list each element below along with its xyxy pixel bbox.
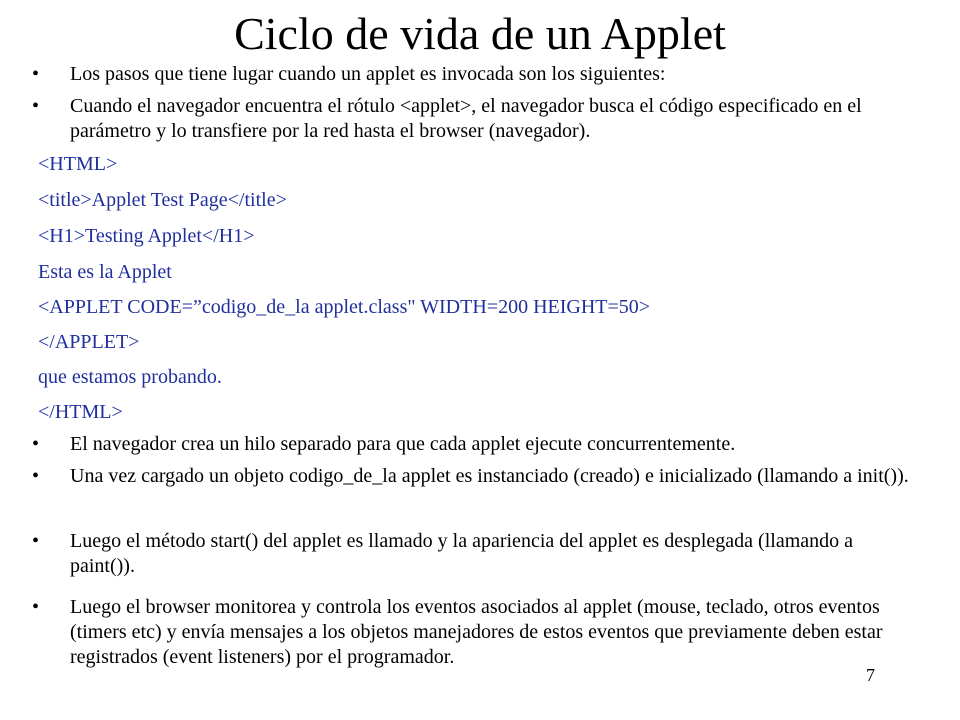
bullet-item: [32, 464, 912, 489]
bullet-text: El navegador crea un hilo separado para que cada applet ejecute concurrentemente.: [70, 433, 736, 455]
bullet-icon: •: [32, 530, 40, 552]
bullet-text: Luego el método start() del applet es llamado y la apariencia del applet es desplegada (llamando a paint()).: [70, 530, 854, 577]
code-line: <HTML>: [38, 153, 118, 175]
code-line: <H1>Testing Applet</H1>: [38, 225, 255, 247]
page-number: 7: [866, 665, 875, 685]
bullet-item: [32, 529, 912, 579]
bullet-text: Cuando el navegador encuentra el rótulo <applet>, el navegador busca el código especificado en el parámetro y lo transfiere por la red hasta el browser (navegador).: [70, 95, 862, 142]
slide-title: Ciclo de vida de un Applet: [234, 8, 726, 59]
bullet-item: [32, 94, 912, 144]
bullet-item: [32, 62, 912, 87]
bullet-icon: •: [32, 95, 40, 117]
bullet-text: Una vez cargado un objeto codigo_de_la applet es instanciado (creado) e inicializado (llamando a init()).: [70, 465, 909, 487]
code-line: <title>Applet Test Page</title>: [38, 189, 287, 211]
bullet-item: [32, 595, 912, 670]
bullet-icon: •: [32, 596, 40, 618]
code-line: </APPLET>: [38, 331, 140, 353]
bullet-text: Luego el browser monitorea y controla los eventos asociados al applet (mouse, teclado, otros eventos (timers etc) y envía mensajes a los objetos manejadores de estos eventos que previamente deben estar registrados (event listeners) por el programador.: [70, 596, 883, 668]
code-line: </HTML>: [38, 401, 123, 423]
bullet-item: [32, 432, 912, 457]
code-line: que estamos probando.: [38, 366, 222, 388]
code-line: <APPLET CODE=”codigo_de_la applet.class" WIDTH=200 HEIGHT=50>: [38, 296, 651, 318]
bullet-text: Los pasos que tiene lugar cuando un applet es invocada son los siguientes:: [70, 63, 666, 85]
code-line: Esta es la Applet: [38, 261, 172, 283]
bullet-icon: •: [32, 433, 40, 455]
bullet-icon: •: [32, 63, 40, 85]
bullet-icon: •: [32, 465, 40, 487]
